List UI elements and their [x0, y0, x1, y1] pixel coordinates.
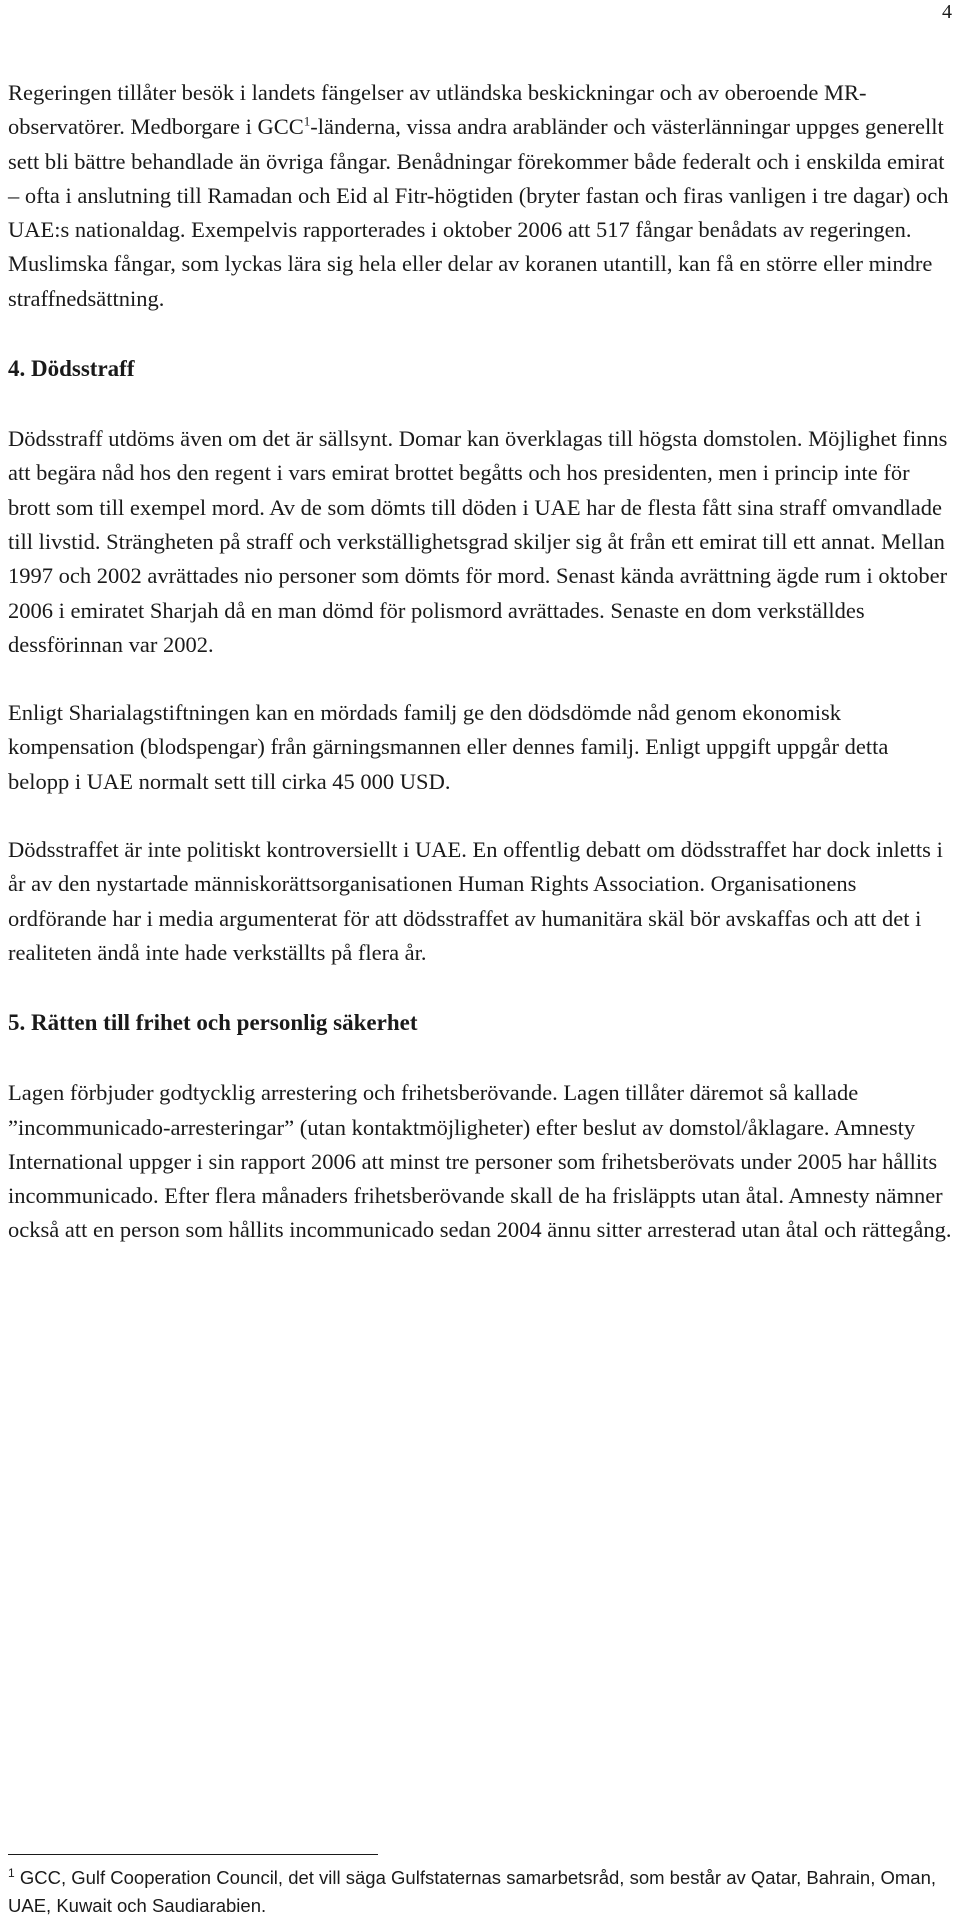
page-number: 4 — [942, 1, 952, 23]
paragraph-public-debate: Dödsstraffet är inte politiskt kontroversiellt i UAE. En offentlig debatt om dödsstraffet har dock inletts i år av den nystartade människorättsorganisationen Human Rights Association. Organisationens ordförande har i media argumenterat för att dödsstraffet av humanitära skäl bör avskaffas och att det i realiteten ändå inte hade verkställts på flera år. — [8, 837, 943, 965]
paragraph-arbitrary-arrest: Lagen förbjuder godtycklig arrestering och frihetsberövande. Lagen tillåter däremot så kallade ”incommunicado-arresteringar” (utan kontaktmöjligheter) efter beslut av domstol/åklagare. Amnesty International uppger i sin rapport 2006 att minst tre personer som frihetsberövats under 2005 har hållits incommunicado. Efter flera månaders frihetsberövande skall de ha frisläppts utan åtal. Amnesty nämner också att en person som hållits incommunicado sedan 2004 ännu sitter arresterad utan åtal och rättegång. — [8, 1080, 952, 1243]
paragraph-death-penalty-rare: Dödsstraff utdöms även om det är sällsynt. Domar kan överklagas till högsta domstolen. Möjlighet finns att begära nåd hos den regent i vars emirat brottet begåtts och hos presidenten, men i princip inte för brott som till exempel mord. Av de som dömts till döden i UAE har de flesta fått sina straff omvandlade till livstid. Strängheten på straff och verkställighetsgrad skiljer sig åt från ett emirat till ett annat. Mellan 1997 och 2002 avrättades nio personer som dömts för mord. Senast kända avrättning ägde rum i oktober 2006 i emiratet Sharjah då en man dömd för polismord avrättades. Senaste en dom verkställdes dessförinnan var 2002. — [8, 426, 948, 657]
section-heading-death-penalty: 4. Dödsstraff — [8, 356, 135, 382]
footnote — [8, 1864, 953, 1920]
footnote-reference[interactable]: 1 — [303, 113, 311, 129]
paragraph-prison-visits — [8, 76, 953, 316]
paragraph-text: -länderna, vissa andra arabländer och västerlänningar uppges generellt sett bli bättre behandlade än övriga fångar. Benådningar förekommer både federalt och i enskilda emirat – ofta i anslutning till Ramadan och Eid al Fitr-högtiden (bryter fastan och firas vanligen i tre dagar) och UAE:s nationaldag. Exempelvis rapporterades i oktober 2006 att 517 fångar benådats av regeringen. Muslimska fångar, som lyckas lära sig hela eller delar av koranen utantill, kan få en större eller mindre straffnedsättning. — [8, 114, 949, 311]
footnote-separator — [8, 1854, 378, 1855]
document-body — [8, 76, 953, 1248]
footnote-mark: 1 — [8, 1865, 15, 1880]
paragraph-text: Regeringen tillåter besök i landets fängelser av utländska beskickningar och av oberoende MR-observatörer. Medborgare i GCC — [8, 80, 867, 140]
paragraph-blood-money: Enligt Sharialagstiftningen kan en mördads familj ge den dödsdömde nåd genom ekonomisk kompensation (blodspengar) från gärningsmannen eller dennes familj. Enligt uppgift uppgår detta belopp i UAE normalt sett till cirka 45 000 USD. — [8, 700, 889, 794]
footnote-text: GCC, Gulf Cooperation Council, det vill säga Gulfstaternas samarbetsråd, som består av Qatar, Bahrain, Oman, UAE, Kuwait och Saudiarabien. — [8, 1867, 936, 1916]
section-heading-liberty-security: 5. Rätten till frihet och personlig säkerhet — [8, 1010, 418, 1036]
